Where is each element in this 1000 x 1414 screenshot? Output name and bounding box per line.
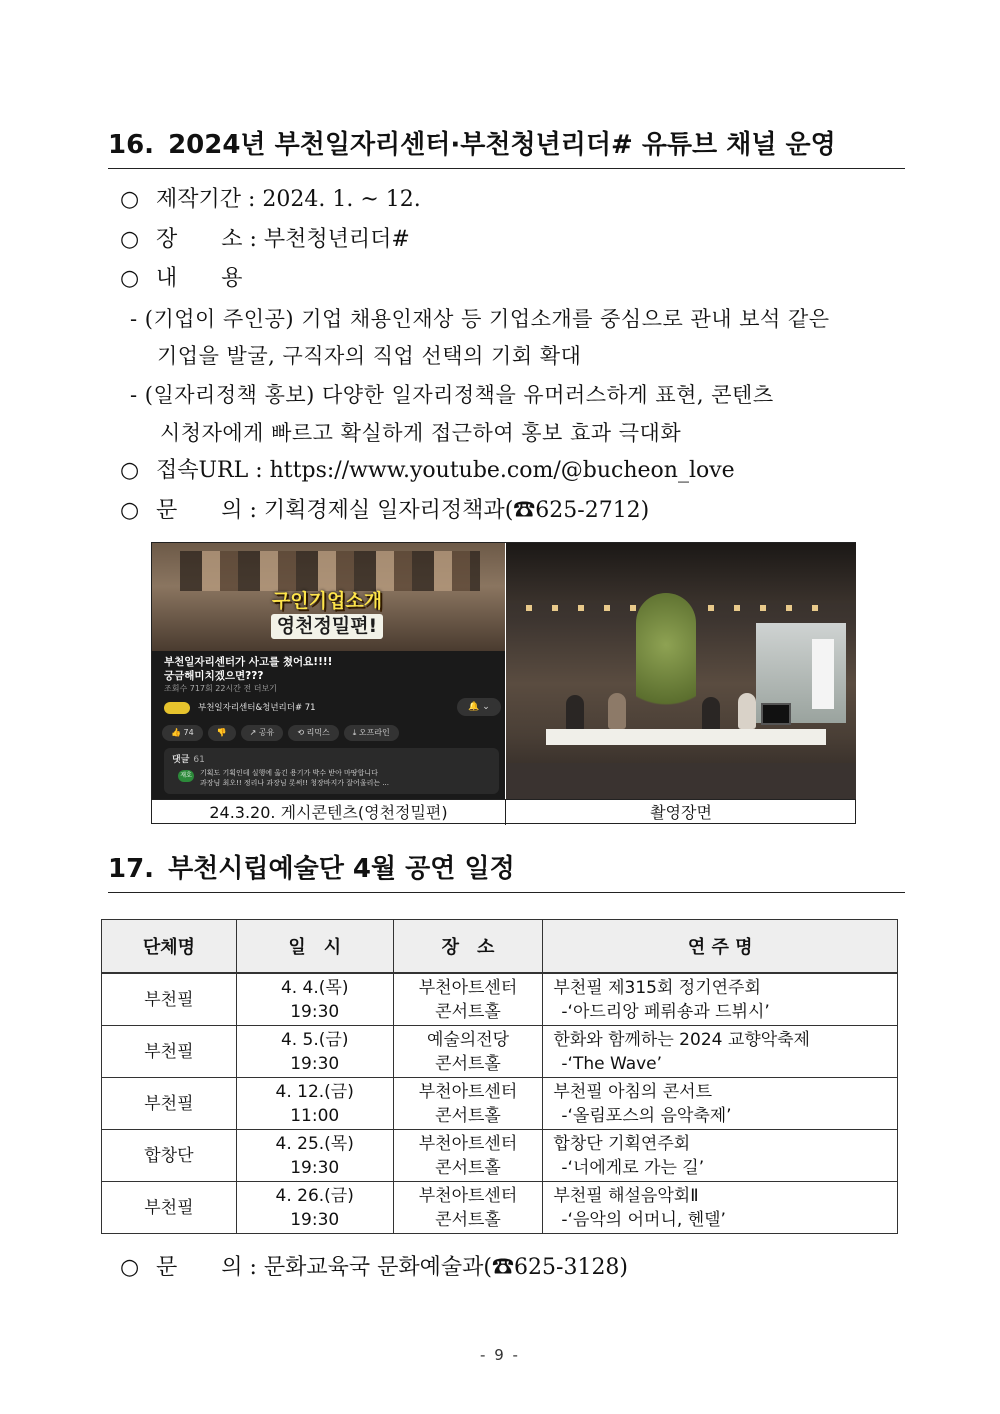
scene-camera xyxy=(761,703,791,725)
cell-date: 4. 25.(목) xyxy=(275,1133,354,1154)
cell-venue-hall: 콘서트홀 xyxy=(435,1001,501,1022)
photo2-caption: 촬영장면 xyxy=(506,799,856,825)
cell-program xyxy=(543,1078,898,1130)
comments-label: 댓글 xyxy=(172,755,190,765)
comments-count: 61 xyxy=(193,755,205,765)
place-value: 부천청년리더# xyxy=(263,227,410,252)
scene-tree xyxy=(636,593,696,723)
filming-scene-photo xyxy=(506,543,856,799)
cell-venue xyxy=(393,1182,543,1234)
remix-button: ⟲ 리믹스 xyxy=(288,725,338,741)
thumbnail-banner xyxy=(232,589,422,645)
performance-table xyxy=(101,919,898,1234)
youtube-screenshot xyxy=(152,543,505,799)
dislike-button: 👎 xyxy=(208,725,236,741)
bullet2-line2: 시청자에게 빠르고 확실하게 접근하여 홍보 효과 극대화 xyxy=(160,421,682,445)
bullet2-line1: - (일자리정책 홍보) 다양한 일자리정책을 유머러스하게 표현, 콘텐츠 xyxy=(130,383,774,407)
cell-program xyxy=(543,1182,898,1234)
cell-date: 4. 4.(목) xyxy=(280,977,349,998)
banner-line1: 구인기업소개 xyxy=(271,590,383,612)
comments-header xyxy=(172,752,205,765)
content-label: 내 용 xyxy=(156,266,243,291)
cell-venue-name: 부천아트센터 xyxy=(418,1133,518,1154)
scene-table xyxy=(546,729,826,745)
video-title xyxy=(164,655,332,683)
cell-venue-hall: 콘서트홀 xyxy=(435,1105,501,1126)
cell-datetime xyxy=(236,1078,393,1130)
table-row xyxy=(102,1182,898,1234)
cell-program xyxy=(543,973,898,1026)
cell-date: 4. 12.(금) xyxy=(275,1081,354,1102)
comment-avatar: 재호 xyxy=(178,770,194,782)
cell-venue xyxy=(393,1026,543,1078)
cell-venue-name: 예술의전당 xyxy=(426,1029,510,1050)
cell-venue xyxy=(393,1130,543,1182)
cell-venue-hall: 콘서트홀 xyxy=(435,1157,501,1178)
place-label: 장 소 xyxy=(156,227,243,252)
photo-panel xyxy=(151,542,856,824)
cell-group: 부천필 xyxy=(102,1078,237,1130)
section-17-heading xyxy=(108,852,905,893)
banner-line2: 영천정밀편! xyxy=(271,614,383,639)
cell-program-title: 한화와 함께하는 2024 교향악축제 xyxy=(553,1029,810,1050)
cell-program xyxy=(543,1130,898,1182)
scene-person xyxy=(566,695,584,731)
cell-venue-name: 부천아트센터 xyxy=(418,1081,518,1102)
period-value: 2024. 1. ~ 12. xyxy=(262,187,421,212)
cell-program-subtitle: -‘너에게로 가는 길’ xyxy=(561,1157,705,1178)
header-group: 단체명 xyxy=(102,920,237,974)
scene-person xyxy=(738,693,756,729)
channel-avatar xyxy=(164,702,190,714)
comment-text xyxy=(200,768,389,788)
video-thumbnail xyxy=(152,543,505,651)
cell-program-subtitle: -‘The Wave’ xyxy=(561,1053,663,1074)
content-line xyxy=(120,264,243,294)
cell-group: 부천필 xyxy=(102,973,237,1026)
cell-venue-hall: 콘서트홀 xyxy=(435,1053,501,1074)
cell-date: 4. 5.(금) xyxy=(280,1029,349,1050)
offline-button: ⤓ 오프라인 xyxy=(344,725,399,741)
channel-row xyxy=(164,701,316,714)
header-venue: 장 소 xyxy=(393,920,543,974)
cell-group: 합창단 xyxy=(102,1130,237,1182)
scene-ceiling xyxy=(506,543,856,603)
like-button: 👍 74 xyxy=(162,725,203,741)
cell-venue-hall: 콘서트홀 xyxy=(435,1209,501,1230)
bullet1-line1: - (기업이 주인공) 기업 채용인재상 등 기업소개를 중심으로 관내 보석 같은 xyxy=(130,307,830,331)
scene-person xyxy=(702,697,720,733)
cell-program-subtitle: -‘아드리앙 페뤼숑과 드뷔시’ xyxy=(561,1001,770,1022)
circle-bullet-icon: ○ xyxy=(120,187,140,212)
video-title-line1: 부천일자리센터가 사고를 쳤어요!!!! xyxy=(164,656,333,668)
cell-program xyxy=(543,1026,898,1078)
cell-datetime xyxy=(236,1182,393,1234)
section-17-title: 부천시립예술단 4월 공연 일정 xyxy=(168,854,515,884)
share-button: ↗ 공유 xyxy=(241,725,284,741)
cell-datetime xyxy=(236,1026,393,1078)
inquiry-line-17: ○ 문 의 : 문화교육국 문화예술과(☎625-3128) xyxy=(120,1253,628,1283)
video-title-line2: 궁금해미치겠으면??? xyxy=(164,670,264,682)
inquiry-line-16: ○ 문 의 : 기획경제실 일자리정책과(☎625-2712) xyxy=(120,496,649,526)
header-program: 연 주 명 xyxy=(543,920,898,974)
cell-group: 부천필 xyxy=(102,1026,237,1078)
circle-bullet-icon: ○ xyxy=(120,458,140,483)
table-row xyxy=(102,1130,898,1182)
photo1-caption: 24.3.20. 게시콘텐츠(영천정밀편) xyxy=(152,799,506,825)
cell-time: 11:00 xyxy=(290,1105,340,1126)
cell-time: 19:30 xyxy=(290,1209,340,1230)
cell-program-title: 부천필 해설음악회Ⅱ xyxy=(553,1185,699,1206)
table-row xyxy=(102,1026,898,1078)
cell-program-subtitle: -‘올림포스의 음악축제’ xyxy=(561,1105,732,1126)
inquiry-value: 기획경제실 일자리정책과(☎625-2712) xyxy=(263,498,650,523)
bell-icon: 🔔 ⌄ xyxy=(457,698,501,716)
cell-program-title: 부천필 제315회 정기연주회 xyxy=(553,977,761,998)
cell-venue-name: 부천아트센터 xyxy=(418,977,518,998)
video-meta: 조회수 717회 22시간 전 더보기 xyxy=(164,684,277,693)
cell-datetime xyxy=(236,973,393,1026)
section-16-heading xyxy=(108,128,905,169)
cell-date: 4. 26.(금) xyxy=(275,1185,354,1206)
inquiry-label: 문 의 xyxy=(156,1255,243,1280)
channel-name: 부천일자리센터&청년리더# 71 xyxy=(198,703,316,713)
url-label: 접속URL xyxy=(156,458,249,483)
circle-bullet-icon: ○ xyxy=(120,1255,140,1280)
inquiry-value: 문화교육국 문화예술과(☎625-3128) xyxy=(263,1255,629,1280)
cell-time: 19:30 xyxy=(290,1001,340,1022)
cell-datetime xyxy=(236,1130,393,1182)
cell-program-subtitle: -‘음악의 어머니, 헨델’ xyxy=(561,1209,726,1230)
action-bar xyxy=(162,725,399,741)
cell-time: 19:30 xyxy=(290,1157,340,1178)
scene-floor xyxy=(506,763,856,799)
circle-bullet-icon: ○ xyxy=(120,227,140,252)
thumbnail-people xyxy=(180,551,480,591)
cell-venue xyxy=(393,973,543,1026)
section-17-number: 17. xyxy=(108,854,155,884)
bullet1-line2: 기업을 발굴, 구직자의 직업 선택의 기회 확대 xyxy=(157,344,582,368)
period-label: 제작기간 xyxy=(156,187,242,212)
inquiry-label: 문 의 xyxy=(156,498,243,523)
comment-line1: 기획도 기획인데 실행에 옮긴 용기가 박수 받아 마땅합니다 xyxy=(200,769,378,777)
section-16-number: 16. xyxy=(108,130,155,160)
comments-box xyxy=(164,748,499,794)
url-line: ○ 접속URL : https://www.youtube.com/@bucheon_love xyxy=(120,456,735,486)
scene-person xyxy=(608,693,626,729)
period-line: ○ 제작기간 : 2024. 1. ~ 12. xyxy=(120,185,421,215)
header-datetime: 일 시 xyxy=(236,920,393,974)
circle-bullet-icon: ○ xyxy=(120,266,140,291)
cell-group: 부천필 xyxy=(102,1182,237,1234)
table-row xyxy=(102,973,898,1026)
section-16-title: 2024년 부천일자리센터·부천청년리더# 유튜브 채널 운영 xyxy=(168,130,836,160)
place-line: ○ 장 소 : 부천청년리더# xyxy=(120,225,410,255)
url-value[interactable]: https://www.youtube.com/@bucheon_love xyxy=(269,458,735,483)
table-header-row xyxy=(102,920,898,974)
comment-line2: 과장님 최오!! 정리나 과장님 롯써!! 청장바지가 잘어울리는 ... xyxy=(200,779,390,787)
cell-program-title: 합창단 기획연주회 xyxy=(553,1133,691,1154)
table-row xyxy=(102,1078,898,1130)
cell-venue-name: 부천아트센터 xyxy=(418,1185,518,1206)
scene-banner xyxy=(812,639,834,709)
cell-program-title: 부천필 아침의 콘서트 xyxy=(553,1081,713,1102)
page-number: - 9 - xyxy=(480,1346,520,1364)
cell-venue xyxy=(393,1078,543,1130)
circle-bullet-icon: ○ xyxy=(120,498,140,523)
cell-time: 19:30 xyxy=(290,1053,340,1074)
